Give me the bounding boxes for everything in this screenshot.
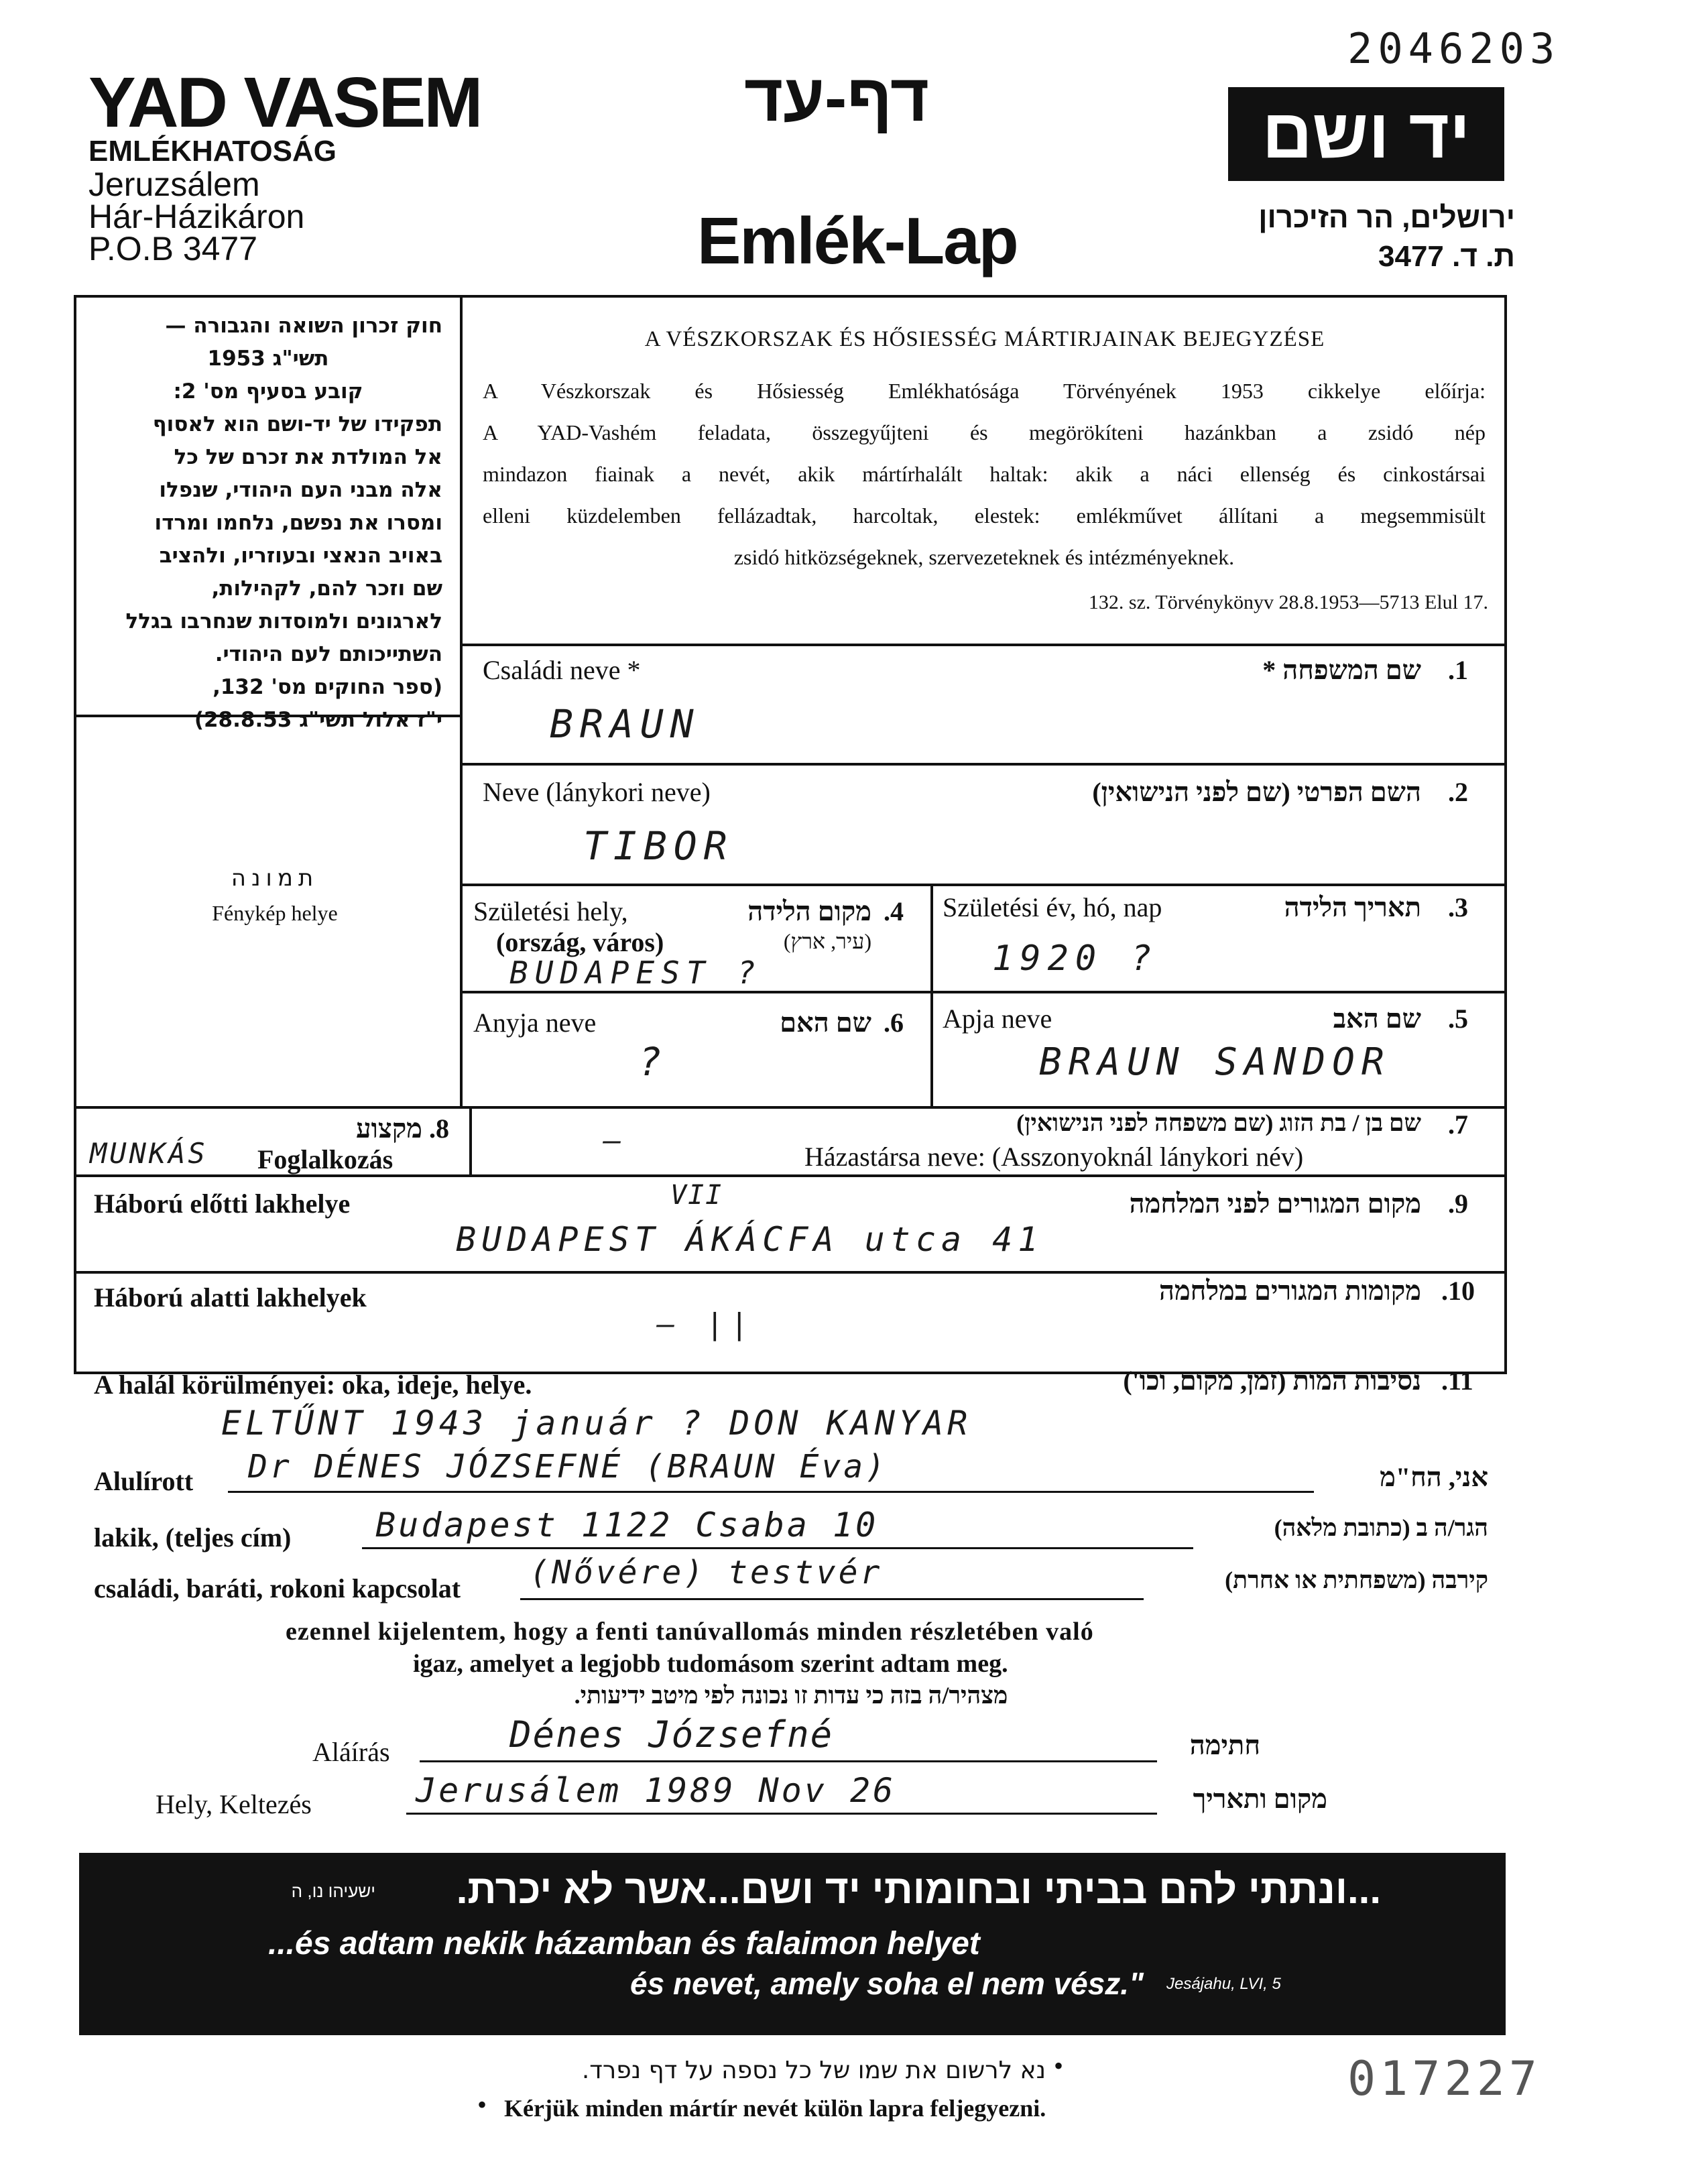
law-heb-line: חוק זכרון השואה והגבורה — — [165, 314, 442, 338]
photo-label-hungarian: Fénykép helye — [212, 901, 338, 925]
law-box-hebrew — [94, 310, 442, 737]
logo-text: יד ושם — [1262, 95, 1471, 173]
declarant-relation-label: családi, baráti, rokoni kapcsolat — [94, 1573, 461, 1603]
field-3-value: 1920 ? — [992, 938, 1158, 979]
field-2-number: .2 — [1448, 777, 1468, 807]
field-9-label: Háború előtti lakhelye — [94, 1189, 351, 1219]
law-heb-line: לארגונים ולמוסדות שנחרבו בגלל — [125, 609, 442, 633]
law-box-divider — [460, 295, 463, 1109]
law-hu-line: elleni küzdelemben fellázadtak, harcoltak, elestek: emlékművet állítani a megsemmisült — [483, 503, 1486, 528]
banner-hungarian-2: és nevet, amely soha el nem vész." — [630, 1966, 1144, 2001]
field-6-label: Anyja neve — [473, 1008, 597, 1038]
law-heb-line: באויב הנאצי ובעוזריו, ולהציב — [159, 544, 442, 568]
yad-vashem-logo — [1228, 87, 1504, 181]
org-subtitle: EMLÉKHATOSÁG — [88, 135, 337, 168]
place-date-value: Jerusálem 1989 Nov 26 — [416, 1771, 896, 1810]
law-hu-line: A Vészkorszak és Hősiesség Emlékhatósága Törvényének 1953 cikkelye előírja: — [483, 379, 1486, 403]
footer-bullet-hungarian: • — [477, 2089, 487, 2120]
field-6-number: .6 — [884, 1008, 904, 1038]
statement-hebrew: מצהיר/ה בזה כי עדות זו נכונה לפי מיטב ידיעותי. — [574, 1682, 1008, 1709]
declarant-name-label: Alulírott — [94, 1466, 194, 1496]
field-4-number: .4 — [884, 896, 904, 926]
signature-line — [420, 1760, 1157, 1762]
row-divider — [460, 763, 1507, 766]
field-1-label-hebrew: שם המשפחה * — [1262, 655, 1421, 685]
declarant-address-value: Budapest 1122 Csaba 10 — [375, 1506, 879, 1544]
address-pob: P.O.B 3477 — [88, 230, 258, 267]
row-divider — [460, 884, 1507, 886]
field-9-value: BUDAPEST ÁKÁCFA utca 41 — [456, 1220, 1044, 1259]
field-3-label: Születési év, hó, nap — [943, 892, 1162, 922]
field-11-value: ELTŰNT 1943 január ? DON KANYAR — [221, 1404, 972, 1443]
row-divider — [74, 1271, 1507, 1274]
photo-label-hebrew: תמונה — [231, 865, 319, 892]
field-8-number: .8 — [429, 1113, 449, 1144]
field-4-label-hebrew: מקום הלידה — [747, 896, 871, 926]
declarant-name-label-hebrew: אני, הח"מ — [1380, 1462, 1488, 1492]
field-8-value: MUNKÁS — [90, 1137, 208, 1170]
law-hu-line: A YAD-Vashém feladata, összegyűjteni és megörökíteni hazánkban a zsidó nép — [483, 420, 1486, 444]
declarant-address-label-hebrew: הגר/ה ב (כתובת מלאה) — [1274, 1514, 1488, 1541]
field-8-label-hebrew: מקצוע — [356, 1113, 422, 1144]
field-3-label-hebrew: תאריך הלידה — [1284, 892, 1421, 922]
field-4-value: BUDAPEST ? — [509, 955, 762, 991]
banner-hungarian-1: ...és adtam nekik házamban és falaimon helyet — [268, 1926, 980, 1961]
document-number: 2046203 — [1347, 24, 1561, 73]
heb-address-line2: ת. ד. 3477 — [1378, 240, 1515, 273]
declarant-name-value: Dr DÉNES JÓZSEFNÉ (BRAUN Éva) — [248, 1448, 888, 1485]
field-6-label-hebrew: שם האם — [780, 1008, 871, 1038]
field-2-label-hebrew: השם הפרטי (שם לפני הנישואין) — [1092, 777, 1421, 807]
law-heb-line: ומסרו את נפשם, נלחמו ומרדו — [154, 511, 442, 535]
signature-label: Aláírás — [312, 1737, 390, 1767]
field-2-value: TIBOR — [583, 823, 734, 869]
law-heb-line: השתייכותם לעם היהודי. — [215, 642, 442, 666]
field-7-label-hebrew: שם בן / בת הזוג (שם משפחה לפני הנישואין) — [1016, 1109, 1421, 1136]
declarant-relation-label-hebrew: קירבה (משפחתית או אחרת) — [1225, 1567, 1488, 1593]
field-9-number: .9 — [1448, 1189, 1468, 1219]
signature-label-hebrew: חתימה — [1189, 1730, 1260, 1760]
field-4-label-hebrew-2: (עיר, ארץ) — [783, 929, 871, 953]
law-hu-line: mindazon fiainak a nevét, akik mártírhalált haltak: akik a náci ellenség és cinkostársai — [483, 462, 1486, 486]
field-5-number: .5 — [1448, 1004, 1468, 1034]
law-heb-line: תפקידו של יד-ושם הוא לאסוף — [152, 412, 442, 436]
declarant-address-line — [362, 1547, 1193, 1549]
field-1-label: Családi neve * — [483, 655, 641, 685]
banner-hebrew-ref: ישעיהו נו, ה — [291, 1881, 375, 1901]
field-5-label-hebrew: שם האב — [1333, 1004, 1421, 1034]
field-11-label: A halál körülményei: oka, ideje, helye. — [94, 1370, 532, 1400]
law-heb-line: אלה מבני העם היהודי, שנפלו — [159, 478, 442, 502]
field-3-number: .3 — [1448, 892, 1468, 922]
row-divider — [460, 991, 1507, 993]
address-city: Jeruzsálem — [88, 166, 260, 203]
field-1-number: .1 — [1448, 655, 1468, 685]
law-text-hungarian — [483, 370, 1486, 578]
field-1-value: BRAUN — [550, 701, 701, 747]
row-divider — [460, 644, 1507, 646]
field-7-label: Házastársa neve: (Asszonyoknál lánykori név) — [804, 1142, 1304, 1172]
field-10-value: – || — [657, 1307, 755, 1341]
address-hill: Hár-Házikáron — [88, 198, 305, 235]
law-heb-line: י"ז אלול תשי"ג 28.8.53) — [194, 708, 442, 732]
field-10-number: .10 — [1441, 1276, 1475, 1306]
title-hungarian: Emlék-Lap — [697, 204, 1018, 278]
place-date-line — [406, 1813, 1157, 1815]
statement-hungarian-1: ezennel kijelentem, hogy a fenti tanúvallomás minden részletében való — [286, 1618, 1094, 1646]
law-hu-line: zsidó hitközségeknek, szervezeteknek és intézményeknek. — [733, 545, 1235, 569]
field-5-value: BRAUN SANDOR — [1039, 1040, 1391, 1084]
field-7-number: .7 — [1448, 1109, 1468, 1140]
field-7-value: — — [603, 1124, 628, 1158]
field-4-label: Születési hely, — [473, 896, 628, 926]
field-5-label: Apja neve — [943, 1004, 1052, 1034]
signature-value: Dénes Józsefné — [509, 1713, 834, 1756]
statement-hungarian-2: igaz, amelyet a legjobb tudomásom szerint adtam meg. — [413, 1650, 1008, 1678]
law-heb-line: שם וזכר להם, לקהילות, — [211, 577, 442, 601]
org-name: YAD VASEM — [88, 63, 481, 142]
law-heb-line: (ספר החוקים מס' 132, — [213, 675, 442, 699]
declarant-relation-line — [520, 1598, 1144, 1600]
footer-bullet-hebrew: • — [1054, 2051, 1064, 2081]
field-4-label-2: (ország, város) — [496, 927, 664, 957]
col-divider — [469, 1106, 472, 1177]
law-citation: 132. sz. Törvénykönyv 28.8.1953—5713 Elul 17. — [1088, 591, 1488, 613]
field-9-note: VII — [670, 1180, 723, 1211]
field-11-label-hebrew: נסיבות המות (זמן, מקום, וכו') — [1123, 1366, 1421, 1396]
field-6-value: ? — [638, 1039, 668, 1085]
field-9-label-hebrew: מקום המגורים לפני המלחמה — [1129, 1189, 1421, 1219]
col-divider — [930, 884, 933, 1109]
law-heb-line: אל המולדת את זכרם של כל — [174, 445, 442, 469]
field-2-label: Neve (lánykori neve) — [483, 777, 711, 807]
place-date-label-hebrew: מקום ותאריך — [1193, 1784, 1327, 1814]
place-date-label: Hely, Keltezés — [156, 1789, 312, 1819]
law-heb-line: תשי"ג 1953 — [207, 347, 329, 371]
footer-hungarian-note: Kérjük minden mártír nevét külön lapra feljegyezni. — [504, 2095, 1046, 2122]
footer-hebrew-note: נא לרשום את שמו של כל נספה על דף נפרד. — [581, 2057, 1046, 2084]
title-hebrew: דף-עד — [744, 60, 930, 135]
declarant-name-line — [228, 1491, 1314, 1493]
field-11-number: .11 — [1441, 1366, 1473, 1396]
law-heb-line: קובע בסעיף מס' 2: — [173, 379, 363, 404]
stamp-number: 017227 — [1347, 2051, 1541, 2106]
banner-hungarian-ref: Jesájahu, LVI, 5 — [1166, 1975, 1281, 1993]
law-title: A VÉSZKORSZAK ÉS HŐSIESSÉG MÁRTIRJAINAK BEJEGYZÉSE — [644, 327, 1325, 351]
heb-address-line1: ירושלים, הר הזיכרון — [1258, 201, 1515, 234]
field-10-label-hebrew: מקומות המגורים במלחמה — [1158, 1276, 1421, 1306]
declarant-relation-value: (Nővére) testvér — [530, 1554, 883, 1591]
declarant-address-label: lakik, (teljes cím) — [94, 1522, 292, 1553]
field-8-label: Foglalkozás — [257, 1144, 394, 1174]
banner-hebrew: ...ונתתי להם בביתי ובחומותי יד ושם...אשר לא יכרת. — [456, 1867, 1381, 1912]
field-10-label: Háború alatti lakhelyek — [94, 1282, 367, 1313]
